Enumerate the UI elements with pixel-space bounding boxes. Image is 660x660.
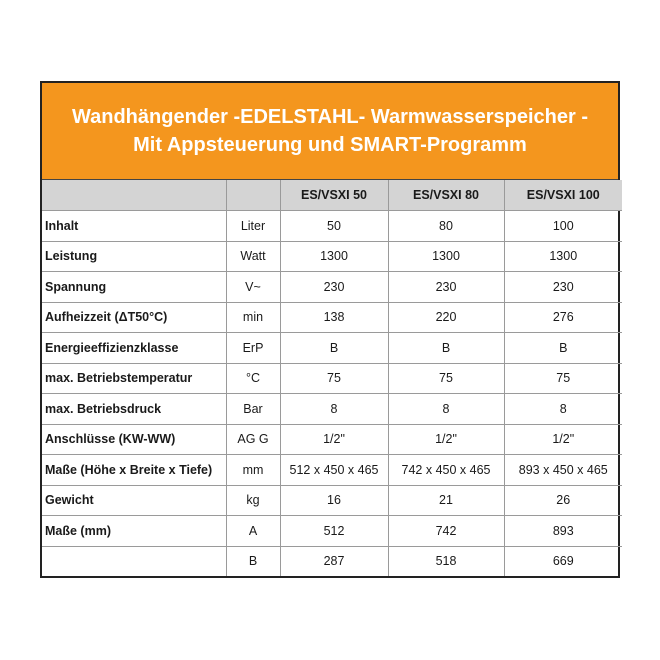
table-row — [42, 272, 622, 303]
row-value: 742 x 450 x 465 — [388, 455, 504, 486]
row-unit: Watt — [226, 241, 280, 272]
header-cell-model: ES/VSXI 80 — [388, 180, 504, 211]
header-cell-model: ES/VSXI 100 — [504, 180, 622, 211]
row-value: 8 — [388, 394, 504, 425]
row-unit: kg — [226, 485, 280, 516]
row-value: 893 — [504, 516, 622, 547]
spec-table — [42, 180, 622, 576]
table-row — [42, 363, 622, 394]
row-unit: °C — [226, 363, 280, 394]
row-value: B — [504, 333, 622, 364]
row-value: 1/2" — [388, 424, 504, 455]
table-row — [42, 546, 622, 576]
row-label: max. Betriebsdruck — [42, 394, 226, 425]
row-value: B — [388, 333, 504, 364]
title-line-1: Wandhängender -EDELSTAHL- Warmwasserspeicher - — [71, 106, 588, 128]
row-value: 220 — [388, 302, 504, 333]
row-unit: Liter — [226, 211, 280, 242]
header-cell-label — [42, 180, 226, 211]
row-value: 1300 — [504, 241, 622, 272]
table-row — [42, 424, 622, 455]
row-value: 138 — [280, 302, 388, 333]
table-row — [42, 211, 622, 242]
row-value: 1/2" — [504, 424, 622, 455]
row-value: 512 x 450 x 465 — [280, 455, 388, 486]
row-label: Leistung — [42, 241, 226, 272]
row-label: Maße (Höhe x Breite x Tiefe) — [42, 455, 226, 486]
row-value: 230 — [388, 272, 504, 303]
row-label: Anschlüsse (KW-WW) — [42, 424, 226, 455]
row-value: 100 — [504, 211, 622, 242]
row-unit: Bar — [226, 394, 280, 425]
row-value: 518 — [388, 546, 504, 576]
header-cell-model: ES/VSXI 50 — [280, 180, 388, 211]
row-label: Maße (mm) — [42, 516, 226, 547]
row-value: 512 — [280, 516, 388, 547]
row-value: 8 — [504, 394, 622, 425]
row-label — [42, 546, 226, 576]
row-value: 21 — [388, 485, 504, 516]
row-label: Spannung — [42, 272, 226, 303]
table-row — [42, 394, 622, 425]
row-unit: min — [226, 302, 280, 333]
row-value: 26 — [504, 485, 622, 516]
row-value: 1300 — [388, 241, 504, 272]
row-value: 276 — [504, 302, 622, 333]
row-value: 75 — [504, 363, 622, 394]
table-row — [42, 455, 622, 486]
row-label: Aufheizzeit (ΔT50°C) — [42, 302, 226, 333]
title-line-2: Mit Appsteuerung und SMART-Programm — [133, 134, 527, 156]
header-row — [42, 180, 622, 211]
row-unit: mm — [226, 455, 280, 486]
row-value: 8 — [280, 394, 388, 425]
header-cell-unit — [226, 180, 280, 211]
row-unit: V~ — [226, 272, 280, 303]
row-value: 1300 — [280, 241, 388, 272]
table-row — [42, 333, 622, 364]
table-row — [42, 302, 622, 333]
row-value: 16 — [280, 485, 388, 516]
row-label: max. Betriebstemperatur — [42, 363, 226, 394]
row-value: 80 — [388, 211, 504, 242]
row-value: 893 x 450 x 465 — [504, 455, 622, 486]
table-row — [42, 516, 622, 547]
title-banner — [42, 83, 618, 180]
row-value: 75 — [280, 363, 388, 394]
row-value: 50 — [280, 211, 388, 242]
row-unit: ErP — [226, 333, 280, 364]
table-row — [42, 241, 622, 272]
row-label: Inhalt — [42, 211, 226, 242]
row-unit: B — [226, 546, 280, 576]
row-value: 75 — [388, 363, 504, 394]
row-value: 669 — [504, 546, 622, 576]
row-label: Gewicht — [42, 485, 226, 516]
row-value: 230 — [280, 272, 388, 303]
row-label: Energieeffizienzklasse — [42, 333, 226, 364]
row-value: 742 — [388, 516, 504, 547]
row-value: 287 — [280, 546, 388, 576]
row-unit: A — [226, 516, 280, 547]
spec-sheet — [40, 81, 620, 578]
table-row — [42, 485, 622, 516]
row-value: 230 — [504, 272, 622, 303]
row-unit: AG G — [226, 424, 280, 455]
row-value: 1/2" — [280, 424, 388, 455]
row-value: B — [280, 333, 388, 364]
